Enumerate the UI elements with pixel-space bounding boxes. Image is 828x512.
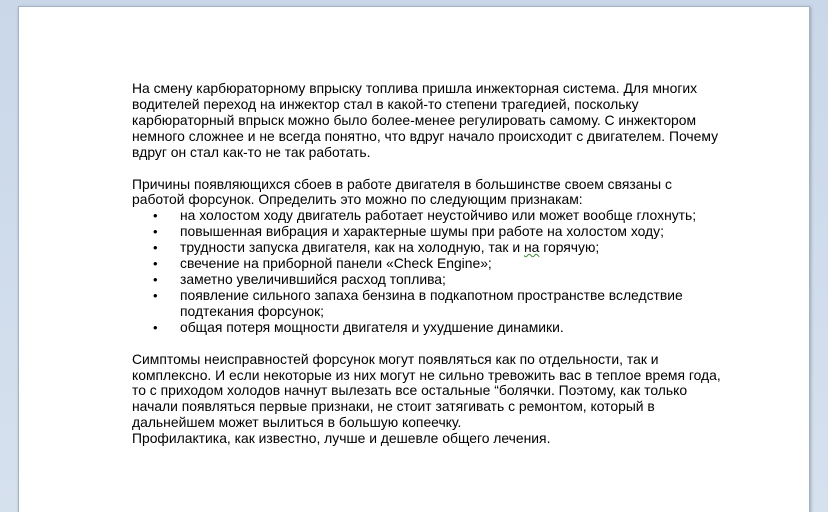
- document-page[interactable]: [18, 6, 810, 512]
- text-line: заметно увеличившийся расход топлива;: [180, 270, 446, 287]
- text-line: работой форсунок. Определить это можно по следующим признакам:: [132, 191, 583, 208]
- list-item: [132, 256, 772, 272]
- bullet-icon: •: [153, 256, 158, 272]
- text-line: На смену карбюраторному впрыску топлива пришла инжекторная система. Для многих: [132, 80, 698, 96]
- bullet-icon: •: [153, 319, 158, 335]
- text-line: повышенная вибрация и характерные шумы при работе на холостом ходу;: [180, 223, 664, 240]
- symptom-list: [132, 208, 772, 335]
- list-item: [132, 224, 772, 240]
- bullet-icon: •: [153, 240, 158, 256]
- text-line: подтекания форсунок;: [180, 302, 324, 319]
- text-line: немного сложнее и не всегда понятно, что вдруг начало происходит с двигателем. Почему: [132, 127, 719, 144]
- text-line: то с приходом холодов начнут вылезать все остальные “болячки. Поэтому, как только: [132, 382, 688, 399]
- paragraph-intro: [132, 81, 772, 161]
- text-line: комплексно. И если некоторые из них могут не сильно тревожить вас в теплое время года,: [132, 366, 721, 383]
- text-segment: трудности запуска двигателя, как на холодную, так и: [180, 239, 524, 256]
- bullet-icon: •: [153, 208, 158, 224]
- spellcheck-marked-word[interactable]: на: [523, 239, 540, 256]
- bullet-icon: •: [153, 287, 158, 303]
- text-segment: горячую;: [539, 239, 600, 256]
- text-line: Причины появляющихся сбоев в работе двигателя в большинстве своем связаны с: [132, 175, 672, 192]
- text-line: появление сильного запаха бензина в подкапотном пространстве вследствие: [180, 286, 683, 303]
- list-item: [132, 208, 772, 224]
- text-line: карбюраторный впрыск можно было более-менее регулировать самому. С инжектором: [132, 111, 697, 128]
- text-line: свечение на приборной панели «Check Engine»;: [180, 255, 492, 272]
- text-line: вдруг он стал как-то не так работать.: [132, 143, 371, 160]
- text-line: Симптомы неисправностей форсунок могут появляться как по отдельности, так и: [132, 350, 659, 367]
- bullet-icon: •: [153, 271, 158, 287]
- text-line: Профилактика, как известно, лучше и дешевле общего лечения.: [132, 430, 551, 447]
- text-line: дальнейшем может вылиться в большую копеечку.: [132, 414, 462, 431]
- text-line: начали появляться первые признаки, не стоит затягивать с ремонтом, который в: [132, 398, 655, 415]
- text-line: [180, 240, 772, 256]
- paragraph-symptoms: [132, 352, 772, 447]
- bullet-icon: •: [153, 224, 158, 240]
- document-body[interactable]: [132, 81, 772, 447]
- text-line: общая потеря мощности двигателя и ухудшение динамики.: [180, 318, 564, 335]
- text-line: водителей переход на инжектор стал в какой-то степени трагедией, поскольку: [132, 95, 639, 112]
- list-item: [132, 288, 772, 320]
- list-item: [132, 272, 772, 288]
- list-item: [132, 320, 772, 336]
- paragraph-causes: [132, 177, 772, 209]
- list-item: [132, 240, 772, 256]
- text-line: на холостом ходу двигатель работает неустойчиво или может вообще глохнуть;: [180, 207, 697, 224]
